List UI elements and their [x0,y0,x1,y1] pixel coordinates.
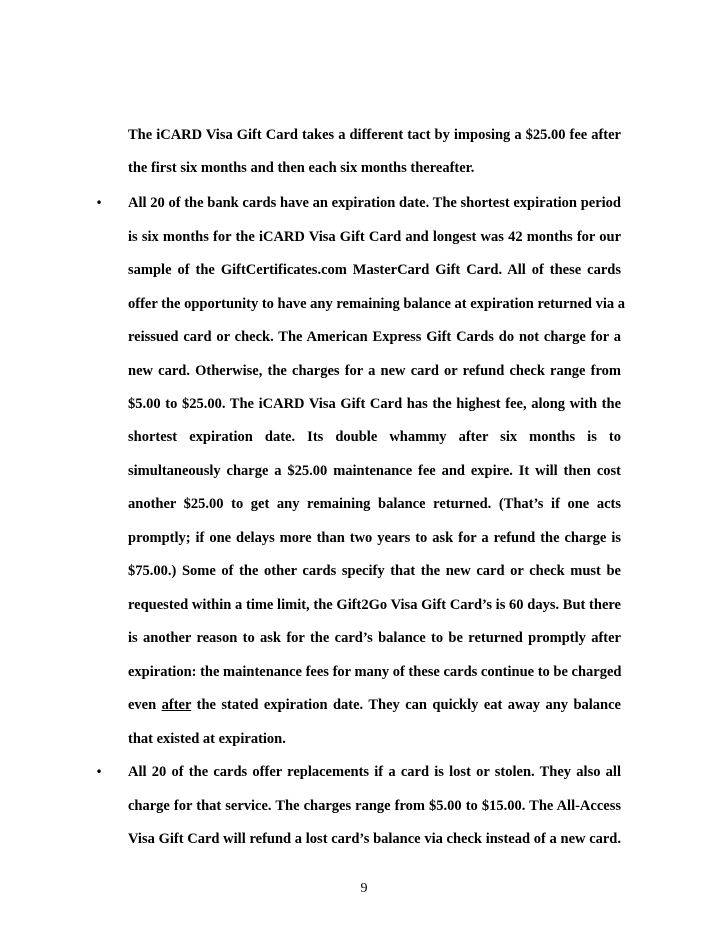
page-number: 9 [360,881,368,896]
underline-line-suffix: the stated expiration date. They can quickly eat away any balance [191,697,621,713]
bullet-1-line: All 20 of the bank cards have an expiration date. The shortest expiration period [128,195,621,211]
bullet-1-line: $5.00 to $25.00. The iCARD Visa Gift Card has the highest fee, along with the [128,396,621,412]
bullet-1-final-line: that existed at expiration. [128,731,286,747]
bullet-1-line: is another reason to ask for the card’s balance to be returned promptly after [128,630,621,646]
bullet-1-line: $75.00.) Some of the other cards specify that the new card or check must be [128,563,621,579]
bullet-1-line: new card. Otherwise, the charges for a new card or refund check range from [128,363,621,379]
bullet-1-line: promptly; if one delays more than two years to ask for a refund the charge is [128,530,621,546]
bullet-1-line: sample of the GiftCertificates.com MasterCard Gift Card. All of these cards [128,262,621,278]
intro-line-1: The iCARD Visa Gift Card takes a different tact by imposing a $25.00 fee after [128,127,621,143]
bullet-1-underline-line [128,695,621,715]
bullet-2-marker: • [95,765,103,779]
bullet-2-line: Visa Gift Card will refund a lost card’s balance via check instead of a new card. [128,831,621,847]
intro-line-2: the first six months and then each six months thereafter. [128,160,475,176]
bullet-1-line: offer the opportunity to have any remaining balance at expiration returned via a [128,296,626,312]
bullet-1-line: expiration: the maintenance fees for many of these cards continue to be charged [128,664,622,680]
bullet-1-marker: • [95,196,103,210]
bullet-1-line: is six months for the iCARD Visa Gift Card and longest was 42 months for our [128,229,621,245]
underline-line-prefix: even [128,697,162,713]
bullet-1-line: requested within a time limit, the Gift2Go Visa Gift Card’s is 60 days. But there [128,597,621,613]
bullet-2-line: charge for that service. The charges range from $5.00 to $15.00. The All-Access [128,798,621,814]
bullet-1-line: reissued card or check. The American Express Gift Cards do not charge for a [128,329,621,345]
underlined-word-after: after [161,697,192,713]
bullet-1-line: shortest expiration date. Its double whammy after six months is to [128,429,621,445]
bullet-2-line: All 20 of the cards offer replacements if a card is lost or stolen. They also all [128,764,621,780]
bullet-1-line: another $25.00 to get any remaining balance returned. (That’s if one acts [128,496,621,512]
bullet-1-line: simultaneously charge a $25.00 maintenance fee and expire. It will then cost [128,463,621,479]
